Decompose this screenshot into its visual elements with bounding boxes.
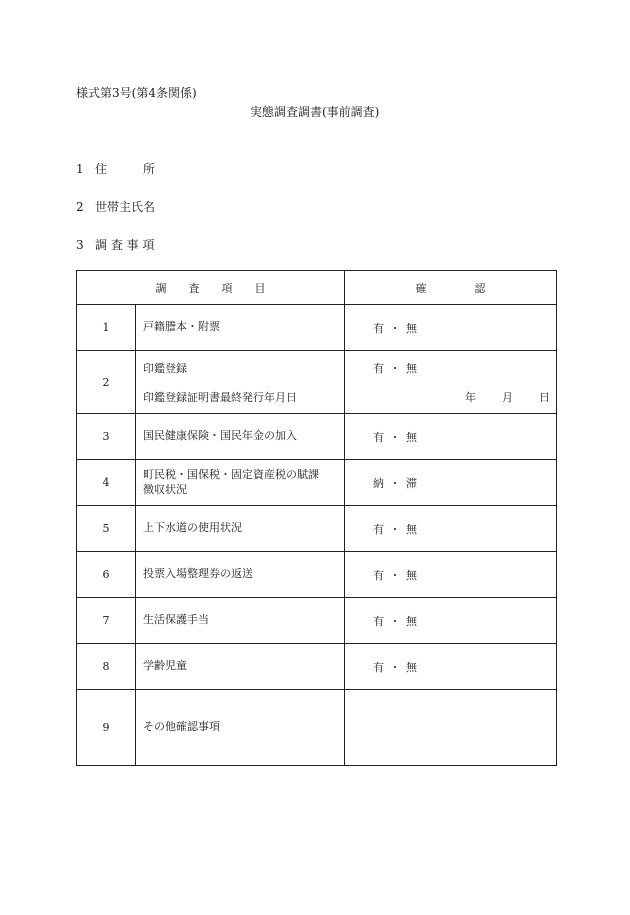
table-header-row — [77, 271, 557, 305]
row-item: 町民税・国保税・固定資産税の賦課 徴収状況 — [136, 460, 345, 506]
table-row — [77, 351, 557, 414]
row-confirmation[interactable]: 有 ・ 無 — [345, 552, 557, 598]
row-number: 1 — [77, 305, 136, 351]
table-row — [77, 305, 557, 351]
table-row — [77, 506, 557, 552]
field-survey-items — [76, 236, 154, 253]
field-label-part: 住 — [95, 162, 108, 176]
row-confirmation[interactable]: 有 ・ 無 — [345, 305, 557, 351]
form-number: 様式第3号(第4条関係) — [76, 86, 197, 100]
table-row — [77, 598, 557, 644]
row-item: 戸籍謄本・附票 — [136, 305, 345, 351]
field-number: 1 — [76, 162, 84, 176]
row-number: 5 — [77, 506, 136, 552]
row-number: 8 — [77, 644, 136, 690]
table-row — [77, 460, 557, 506]
field-label: 世帯主氏名 — [95, 200, 156, 214]
document-title: 実態調査調書(事前調査) — [250, 105, 380, 119]
field-label-part: 所 — [143, 162, 156, 176]
row-item: 投票入場整理券の返送 — [136, 552, 345, 598]
row-confirmation[interactable]: 有 ・ 無 — [345, 598, 557, 644]
row-item: その他確認事項 — [136, 690, 345, 766]
row-confirmation[interactable]: 有 ・ 無 — [345, 414, 557, 460]
row-confirmation-notes[interactable] — [345, 690, 557, 766]
table-row — [77, 414, 557, 460]
field-label: 調 査 事 項 — [95, 238, 155, 252]
table-row — [77, 690, 557, 766]
row-confirmation[interactable]: 有 ・ 無 — [345, 644, 557, 690]
field-number: 3 — [76, 238, 84, 252]
row-number: 3 — [77, 414, 136, 460]
row-item: 生活保護手当 — [136, 598, 345, 644]
row-confirmation[interactable]: 納 ・ 滞 — [345, 460, 557, 506]
field-number: 2 — [76, 200, 84, 214]
field-address — [76, 160, 155, 177]
row-number: 9 — [77, 690, 136, 766]
table-row — [77, 552, 557, 598]
row-confirmation[interactable]: 有 ・ 無 — [345, 506, 557, 552]
field-householder-name — [76, 198, 155, 215]
survey-table — [76, 270, 557, 766]
row-number: 2 — [77, 351, 136, 414]
row-item: 学齢児童 — [136, 644, 345, 690]
row-number: 7 — [77, 598, 136, 644]
row-item: 上下水道の使用状況 — [136, 506, 345, 552]
row-item: 印鑑登録 印鑑登録証明書最終発行年月日 — [136, 351, 345, 414]
header-confirmation: 確 認 — [345, 271, 557, 305]
last-issue-date[interactable]: 年 月 日 — [465, 391, 550, 404]
table-row — [77, 644, 557, 690]
header-survey-item: 調 査 項 目 — [77, 271, 345, 305]
row-number: 4 — [77, 460, 136, 506]
row-item: 国民健康保険・国民年金の加入 — [136, 414, 345, 460]
row-number: 6 — [77, 552, 136, 598]
row-confirmation[interactable]: 有 ・ 無 年 月 日 — [345, 351, 557, 414]
